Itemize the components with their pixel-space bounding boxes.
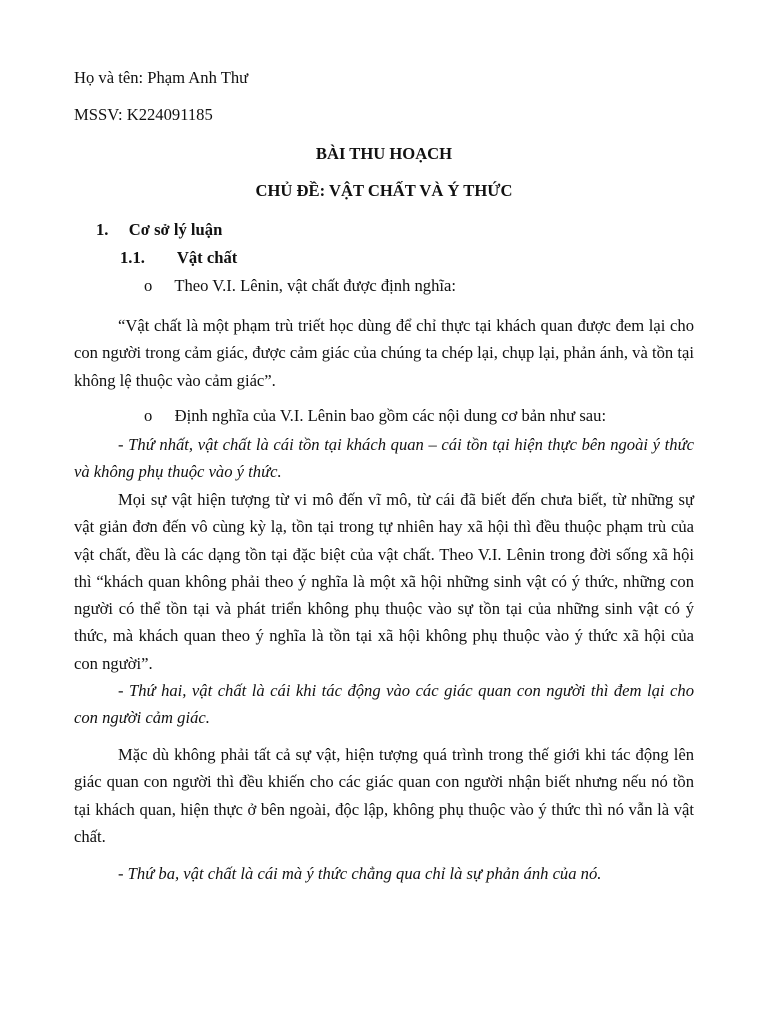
section-heading-1-1 (120, 248, 237, 268)
point-two-text: - Thứ hai, vật chất là cái khi tác động vào các giác quan con người thì đem lại cho con người cảm giác. (74, 681, 694, 728)
student-id-line: MSSV: K224091185 (74, 105, 213, 124)
point-one-text: - Thứ nhất, vật chất là cái tồn tại khách quan – cái tồn tại hiện thực bên ngoài ý thức và không phụ thuộc vào ý thức. (74, 435, 694, 482)
paragraph-two (74, 741, 694, 850)
bullet-marker: o (144, 276, 153, 295)
bullet-text: Định nghĩa của V.I. Lênin bao gồm các nội dung cơ bản như sau: (174, 406, 607, 425)
bullet-item-2 (144, 406, 606, 426)
point-three (74, 860, 694, 887)
document-subtitle: CHỦ ĐỀ: VẬT CHẤT VÀ Ý THỨC (255, 181, 513, 200)
subsection-label: Vật chất (176, 248, 238, 267)
document-title: BÀI THU HOẠCH (315, 144, 453, 163)
quote-paragraph: “Vật chất là một phạm trù triết học dùng để chỉ thực tại khách quan được đem lại cho con người trong cảm giác, được cảm giác của chúng ta chép lại, chụp lại, phản ánh, và tồn tại không lệ thuộc vào cảm giác”. (74, 316, 694, 390)
paragraph-one (74, 486, 694, 677)
section-heading-1 (96, 220, 222, 240)
bullet-item-1 (144, 276, 456, 296)
point-two (74, 677, 694, 732)
point-three-text: - Thứ ba, vật chất là cái mà ý thức chẳng qua chỉ là sự phản ánh của nó. (118, 864, 602, 883)
paragraph-two-text: Mặc dù không phải tất cả sự vật, hiện tượng quá trình trong thế giới khi tác động lên giác quan con người thì đều khiến cho các giác quan con người nhận biết nhưng nếu nó tồn tại khách quan, hiện thực ở bên ngoài, độc lập, không phụ thuộc vào ý thức thì nó vẫn là vật chất. (74, 745, 694, 846)
section-number: 1. (96, 220, 109, 239)
bullet-marker: o (144, 406, 153, 425)
student-name-line: Họ và tên: Phạm Anh Thư (74, 68, 249, 87)
paragraph-one-text: Mọi sự vật hiện tượng từ vi mô đến vĩ mô, từ cái đã biết đến chưa biết, từ những sự vật giản đơn đến vô cùng kỳ lạ, tồn tại trong tự nhiên hay xã hội thì đều thuộc phạm trù của vật chất, đều là các dạng tồn tại đặc biệt của vật chất. Theo V.I. Lênin trong đời sống xã hội thì “khách quan không phải theo ý nghĩa là một xã hội những sinh vật có ý thức, những con người có thể tồn tại và phát triển không phụ thuộc vào sự tồn tại của những sinh vật có ý thức, mà khách quan theo ý nghĩa là tồn tại xã hội không phụ thuộc vào ý thức xã hội của con người”. (74, 490, 694, 673)
subsection-number: 1.1. (120, 248, 145, 267)
bullet-text: Theo V.I. Lênin, vật chất được định nghĩa: (174, 276, 456, 295)
section-label: Cơ sở lý luận (128, 220, 223, 239)
point-one (74, 431, 694, 486)
definition-quote (74, 312, 694, 394)
